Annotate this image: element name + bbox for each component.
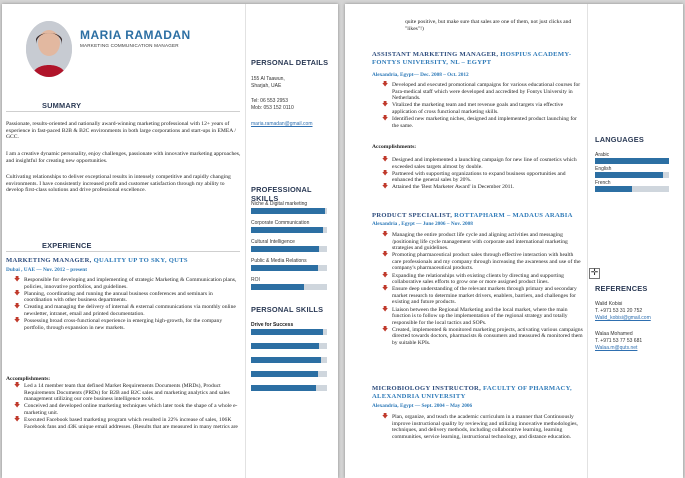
mobile-number: Mob: 053 152 0110 [251, 105, 294, 111]
skill-bar-fill [251, 357, 321, 363]
personal-details-heading: PERSONAL DETAILS [251, 58, 329, 67]
move-handle-icon[interactable]: ✛ [590, 268, 599, 278]
skill-label: Cultural Intelligence [251, 239, 295, 245]
summary-rule [6, 111, 240, 112]
list-item: 🡇 Led a 14 member team that defined Market Requirements Documents (MRDs), Product Requirements Documents (PRDs) for B2B and B2C sales and marketing analytics and sales management utilizing our core business intelligence tools. [14, 382, 230, 403]
summary-paragraph: Cultivating relationships to deliver exceptional results in intensely competitive and rapidly changing environments. I have consistently increased profit and customer satisfaction through my ability to develop first-class solutions and drive professional excellence. [6, 174, 231, 194]
skill-bar-track [251, 208, 327, 214]
skill-bar-track [251, 343, 327, 349]
job-role: ASSISTANT MARKETING MANAGER, [372, 51, 499, 58]
list-item: 🡇 Planning, coordinating and running the annual business conferences and seminars in coordination with other business departments. [14, 289, 213, 304]
list-item: 🡇 Vitalized the marketing team and met revenue goals and targets via effective application of cross functional marketing skills. [382, 101, 564, 115]
skill-bar-fill [251, 265, 318, 271]
job-role: MARKETING MANAGER, [6, 257, 92, 264]
list-item: 🡇 Identified new marketing niches, designed and implemented product launching for the same. [382, 114, 577, 129]
column-divider [245, 4, 246, 478]
skill-label: Corporate Communication [251, 220, 310, 226]
skill-bar-track [251, 265, 327, 271]
bullet-arrow-icon: 🡇 [382, 413, 389, 420]
bullet-arrow-icon: 🡇 [382, 81, 389, 88]
skill-bar-fill [595, 172, 663, 178]
job-bullet-list [382, 232, 584, 347]
summary-paragraph: I am a creative dynamic personality, enjoy challenges, passionate with innovative marketing approaches, and insightful for creating new opportunities. [6, 151, 241, 164]
phone-number: Tel: 06 553 2953 [251, 98, 288, 104]
bullet-arrow-icon: 🡇 [382, 101, 389, 109]
skill-bar-track [251, 357, 327, 363]
list-item: 🡇 Created, implemented & monitored marketing projects, activating various campaigns directed towards doctors, pharmacists & consumers and measured & monitored them by suitable KPIs. [382, 325, 583, 346]
job-role: PRODUCT SPECIALIST, [372, 212, 453, 219]
job-title [372, 212, 573, 219]
summary-paragraph: Passionate, results-oriented and nationally award-winning marketing professional with 12+ years of experience in fast-paced B2B & B2C environments in both large corporations and start-ups in EMEA / GCC. [6, 121, 236, 141]
list-item: 🡇 Attained the 'Best Marketer Award' in December 2011. [382, 183, 515, 191]
job-bullet-list [14, 277, 240, 332]
candidate-role: MARKETING COMMUNICATION MANAGER [80, 43, 179, 48]
personal-skills-heading: PERSONAL SKILLS [251, 305, 324, 314]
skill-bar-fill [251, 246, 319, 252]
reference-phone: T. +971 53 31 20 752 [595, 308, 643, 314]
job-title [372, 385, 584, 401]
summary-heading: SUMMARY [42, 101, 82, 110]
skill-label: Public & Media Relations [251, 258, 307, 264]
address-line: Sharjah, UAE [251, 83, 282, 89]
bullet-arrow-icon: 🡇 [14, 289, 21, 297]
reference-name: Walaa Mohamed [595, 331, 633, 337]
list-item: 🡇 Designed and implemented a launching campaign for new line of cosmetics which exceeded sales targets almost by double. [382, 156, 577, 170]
bullet-arrow-icon: 🡇 [14, 382, 21, 389]
job-company: ROTTAPHARM – MADAUS ARABIA [454, 212, 573, 219]
list-item: 🡇 Liaison between the Regional Marketing and the local market, where the main function is to follow up the implementation of the regional strategy and totally responsible for the local tactics and SOPs. [382, 305, 568, 326]
reference-name: Walid Kobisi [595, 301, 623, 307]
bullet-arrow-icon: 🡇 [382, 231, 389, 238]
candidate-name: MARIA RAMADAN [80, 28, 191, 42]
skill-bar-fill [251, 371, 318, 377]
skill-bar-track [595, 186, 669, 192]
skill-bar-fill [251, 329, 323, 335]
job-dates: Dubai , UAE — Nov. 2012 – present [6, 267, 87, 273]
list-item: 🡇 Executed Facebook based marketing program which resulted in 22% increase of sales, 106K Facebook fans and 43K unique email addresses. (Results that are measured in many metrics are [14, 415, 238, 430]
skill-bar-fill [251, 385, 316, 391]
skill-bar-track [595, 158, 669, 164]
bullet-arrow-icon: 🡇 [382, 114, 389, 122]
list-item: 🡇 Developed and executed promotional campaigns for various educational courses for Para-medical staff which were developed and accredited by Fontys University in Netherlands. [382, 81, 581, 102]
skill-label: French [595, 180, 611, 186]
bullet-arrow-icon: 🡇 [382, 156, 389, 163]
job-company: FACULTY OF PHARMACY, ALEXANDRIA UNIVERSITY [372, 385, 572, 400]
job-company: HOSPIUS ACADEMY-FONTYS UNIVERSITY, NL – EGYPT [372, 51, 572, 66]
bullet-arrow-icon: 🡇 [14, 276, 21, 283]
skill-bar-track [251, 227, 327, 233]
job-dates: Alexandria, Egypt— Dec. 2008 – Oct. 2012 [372, 72, 469, 78]
bullet-arrow-icon: 🡇 [14, 303, 21, 311]
continued-text: quite positive, but make sure that sales are one of them, not just clicks and "likes"!) [405, 19, 572, 32]
address-line: 155 Al Taawun, [251, 76, 285, 82]
references-heading: REFERENCES [595, 284, 648, 293]
email-link[interactable]: maria.ramadan@gmail.com [251, 121, 313, 127]
skill-bar-fill [595, 186, 632, 192]
bullet-arrow-icon: 🡇 [382, 251, 389, 259]
list-item: 🡇 Managing the entire product life cycle and aligning activities and messaging /positioning life cycle management with corporate and international marketing strategies and guidelines. [382, 231, 568, 252]
bullet-arrow-icon: 🡇 [14, 317, 21, 325]
accomplishment-list [14, 383, 240, 431]
bullet-arrow-icon: 🡇 [382, 271, 389, 279]
job-bullet-list [382, 414, 584, 441]
list-item: 🡇 Ensure deep understanding of the relevant markets through primary and secondary market research to determine market drivers, enablers, barriers, and challenges for existing and future products. [382, 285, 577, 306]
reference-email[interactable]: Walid_kobisi@gmail.com [595, 315, 651, 321]
skill-bar-fill [251, 343, 319, 349]
reference-phone: T. +971 53 77 53 681 [595, 338, 643, 344]
list-item: 🡇 Expanding the relationships with existing clients by directing and supporting collaborative sales efforts to grow one or more assigned product lines. [382, 271, 564, 286]
bullet-arrow-icon: 🡇 [14, 415, 21, 423]
resume-page-2 [345, 4, 683, 478]
bullet-arrow-icon: 🡇 [382, 285, 389, 293]
skill-bar-fill [251, 208, 325, 214]
personal-skills-subheading: Drive for Success [251, 322, 294, 328]
skill-label: Arabic [595, 152, 610, 158]
skill-bar-fill [251, 227, 323, 233]
list-item: 🡇 Partnered with supporting organizations to expand business opportunities and enhanced the general sales by 20%. [382, 169, 566, 184]
job-bullet-list [382, 82, 584, 130]
job-company: QUALITY UP TO SKY, QUTS [93, 257, 188, 264]
accomplishments-label: Accomplishments: [6, 376, 51, 382]
resume-page-1 [2, 4, 338, 478]
job-dates: Alexandria , Egypt — June 2006 – Nov. 2008 [372, 221, 473, 227]
column-divider [587, 4, 588, 478]
bullet-arrow-icon: 🡇 [382, 169, 389, 177]
skill-bar-track [595, 172, 669, 178]
list-item: 🡇 Conceived and developed online marketing techniques which later took the shape of a whole e- marketing unit. [14, 402, 238, 416]
list-item: 🡇 Plan, organize, and teach the academic curriculum in a manner that Continuously improve instructional quality by reviewing and utilizing innovative methodologies, techniques, and delivery methods, including collaborative learning, learning communities, service learning, instructional technology, and distance education. [382, 413, 578, 440]
job-title [6, 257, 188, 264]
skill-bar-track [251, 329, 327, 335]
job-dates: Alexandria, Egypt — Sept. 2004 – May 2006 [372, 403, 473, 409]
accomplishment-list [382, 157, 584, 191]
list-item: 🡇 Responsible for developing and implementing of strategic Marketing & Communication plans, policies, innovative portfolios, and guidelines. [14, 276, 237, 290]
list-item: 🡇 Promoting pharmaceutical product sales through effective interaction with health care professionals and my company through increasing the awareness and use of the company's pharmaceutical products. [382, 251, 581, 272]
skill-bar-fill [595, 158, 669, 164]
reference-email[interactable]: Walaa.m@quts.net [595, 345, 638, 351]
bullet-arrow-icon: 🡇 [14, 402, 21, 410]
bullet-arrow-icon: 🡇 [382, 183, 389, 191]
skill-label: ROI [251, 277, 260, 283]
skill-bar-track [251, 371, 327, 377]
accomplishments-label: Accomplishments: [372, 144, 417, 150]
job-role: MICROBIOLOGY INSTRUCTOR, [372, 385, 482, 392]
skill-bar-fill [251, 284, 304, 290]
skill-bar-track [251, 284, 327, 290]
skill-label: English [595, 166, 612, 172]
experience-heading: EXPERIENCE [42, 241, 92, 250]
skill-label: Niche & Digital marketing [251, 201, 308, 207]
skill-bar-track [251, 246, 327, 252]
list-item: 🡇 Creating and managing the delivery of internal & external communications via monthly online newsletter, intranet, email and printed documentation. [14, 303, 236, 317]
professional-skills-heading: PROFESSIONAL SKILLS [251, 185, 312, 203]
bullet-arrow-icon: 🡇 [382, 305, 389, 313]
profile-photo [26, 21, 72, 77]
experience-rule [6, 251, 240, 252]
languages-heading: LANGUAGES [595, 135, 645, 144]
skill-bar-track [251, 385, 327, 391]
list-item: 🡇 Possessing broad cross-functional experience in emerging high-growth, for the company portfolio, through expansion in new markets. [14, 317, 223, 331]
bullet-arrow-icon: 🡇 [382, 325, 389, 333]
job-title [372, 51, 584, 67]
